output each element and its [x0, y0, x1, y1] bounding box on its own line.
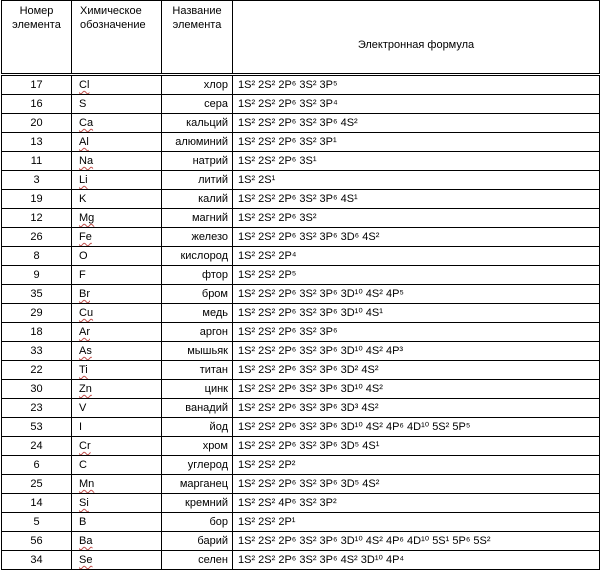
element-symbol-cell — [72, 266, 162, 285]
electron-formula: 1S² 2S² 2P⁶ 3S² 3P⁶ 3D⁶ 4S² — [233, 228, 600, 247]
element-symbol-cell — [72, 209, 162, 228]
element-symbol: Ca — [79, 117, 94, 129]
electron-formula: 1S² 2S² 2P⁶ 3S² 3P⁶ 3D¹⁰ 4S² 4P⁵ — [233, 285, 600, 304]
element-name: хром — [162, 437, 233, 456]
element-symbol: B — [79, 516, 87, 528]
element-symbol: Mn — [79, 478, 95, 490]
element-number: 5 — [2, 513, 72, 532]
electron-formula: 1S² 2S² 2P⁶ 3S² 3P⁶ 4S² — [233, 114, 600, 133]
electron-formula: 1S² 2S² 2P⁶ 3S² — [233, 209, 600, 228]
element-name: алюминий — [162, 133, 233, 152]
table-row — [2, 285, 600, 304]
element-name: ванадий — [162, 399, 233, 418]
element-number: 9 — [2, 266, 72, 285]
element-symbol-cell — [72, 532, 162, 551]
table-header — [2, 1, 600, 75]
element-number: 19 — [2, 190, 72, 209]
element-number: 34 — [2, 551, 72, 570]
element-symbol: Si — [79, 497, 89, 509]
element-symbol: Cr — [79, 440, 91, 452]
element-name: мышьяк — [162, 342, 233, 361]
element-symbol-cell — [72, 95, 162, 114]
element-number: 22 — [2, 361, 72, 380]
element-symbol: Fe — [79, 231, 92, 243]
electron-formula: 1S² 2S² 2P⁶ 3S² 3P⁶ 3D¹⁰ 4S² 4P³ — [233, 342, 600, 361]
table-row — [2, 323, 600, 342]
electron-formula: 1S² 2S¹ — [233, 171, 600, 190]
header-name: Название элемента — [162, 1, 233, 75]
element-symbol-cell — [72, 114, 162, 133]
element-name: углерод — [162, 456, 233, 475]
element-number: 8 — [2, 247, 72, 266]
table-row — [2, 399, 600, 418]
element-name: железо — [162, 228, 233, 247]
electron-formula: 1S² 2S² 2P⁶ 3S² 3P⁶ 3D¹⁰ 4S² 4P⁶ 4D¹⁰ 5S¹ 5P⁶ 5S² — [233, 532, 600, 551]
element-symbol-cell — [72, 437, 162, 456]
element-number: 6 — [2, 456, 72, 475]
table-row — [2, 133, 600, 152]
table-row — [2, 152, 600, 171]
header-row — [2, 1, 600, 75]
table-row — [2, 418, 600, 437]
element-name: хлор — [162, 75, 233, 95]
table-row — [2, 494, 600, 513]
element-symbol: O — [79, 250, 88, 262]
element-number: 30 — [2, 380, 72, 399]
element-symbol: Ba — [79, 535, 93, 547]
table-row — [2, 456, 600, 475]
element-symbol: C — [79, 459, 87, 471]
element-name: медь — [162, 304, 233, 323]
element-symbol: Na — [79, 155, 94, 167]
element-symbol-cell — [72, 475, 162, 494]
electron-formula: 1S² 2S² 2P⁶ 3S² 3P⁶ 3D¹⁰ 4S² 4P⁶ 4D¹⁰ 5S² 5P⁵ — [233, 418, 600, 437]
table-row — [2, 475, 600, 494]
table-row — [2, 95, 600, 114]
table-row — [2, 513, 600, 532]
element-symbol-cell — [72, 361, 162, 380]
table-row — [2, 342, 600, 361]
electron-formula: 1S² 2S² 2P⁶ 3S² 3P⁶ 3D¹⁰ 4S¹ — [233, 304, 600, 323]
element-number: 33 — [2, 342, 72, 361]
element-symbol-cell — [72, 323, 162, 342]
element-symbol: S — [79, 98, 87, 110]
element-number: 26 — [2, 228, 72, 247]
element-number: 23 — [2, 399, 72, 418]
electron-formula: 1S² 2S² 2P⁶ 3S¹ — [233, 152, 600, 171]
table-row — [2, 209, 600, 228]
element-number: 13 — [2, 133, 72, 152]
element-number: 14 — [2, 494, 72, 513]
table-row — [2, 304, 600, 323]
element-symbol: Ti — [79, 364, 88, 376]
element-name: марганец — [162, 475, 233, 494]
element-number: 24 — [2, 437, 72, 456]
electron-formula: 1S² 2S² 2P⁶ 3S² 3P⁶ 4S² 3D¹⁰ 4P⁴ — [233, 551, 600, 570]
electron-formula: 1S² 2S² 2P⁶ 3S² 3P⁶ 3D⁵ 4S¹ — [233, 437, 600, 456]
table-row — [2, 114, 600, 133]
element-name: натрий — [162, 152, 233, 171]
electron-formula: 1S² 2S² 2P⁴ — [233, 247, 600, 266]
element-symbol: As — [79, 345, 92, 357]
table-row — [2, 171, 600, 190]
element-name: кремний — [162, 494, 233, 513]
element-name: литий — [162, 171, 233, 190]
element-name: цинк — [162, 380, 233, 399]
table-row — [2, 75, 600, 95]
table-row — [2, 551, 600, 570]
element-name: магний — [162, 209, 233, 228]
table-row — [2, 190, 600, 209]
element-symbol: K — [79, 193, 87, 205]
element-symbol-cell — [72, 75, 162, 95]
element-symbol-cell — [72, 247, 162, 266]
electron-formula: 1S² 2S² 2P⁶ 3S² 3P⁶ — [233, 323, 600, 342]
electron-formula: 1S² 2S² 2P⁶ 3S² 3P⁶ 4S¹ — [233, 190, 600, 209]
element-symbol: Mg — [79, 212, 95, 224]
table-row — [2, 266, 600, 285]
element-name: титан — [162, 361, 233, 380]
element-number: 12 — [2, 209, 72, 228]
table-row — [2, 437, 600, 456]
element-number: 18 — [2, 323, 72, 342]
header-number: Номер элемента — [2, 1, 72, 75]
element-symbol-cell — [72, 494, 162, 513]
element-symbol-cell — [72, 513, 162, 532]
element-number: 29 — [2, 304, 72, 323]
element-symbol-cell — [72, 342, 162, 361]
element-symbol: I — [79, 421, 83, 433]
electron-formula: 1S² 2S² 2P⁶ 3S² 3P¹ — [233, 133, 600, 152]
electron-formula: 1S² 2S² 2P² — [233, 456, 600, 475]
element-symbol-cell — [72, 190, 162, 209]
element-name: аргон — [162, 323, 233, 342]
table-row — [2, 247, 600, 266]
element-name: кальций — [162, 114, 233, 133]
element-symbol-cell — [72, 551, 162, 570]
element-symbol-cell — [72, 285, 162, 304]
element-symbol-cell — [72, 133, 162, 152]
electron-formula: 1S² 2S² 2P⁶ 3S² 3P⁵ — [233, 75, 600, 95]
element-symbol-cell — [72, 304, 162, 323]
element-number: 25 — [2, 475, 72, 494]
element-name: барий — [162, 532, 233, 551]
element-symbol-cell — [72, 418, 162, 437]
element-number: 20 — [2, 114, 72, 133]
table-row — [2, 532, 600, 551]
element-number: 35 — [2, 285, 72, 304]
element-symbol: Al — [79, 136, 89, 148]
element-number: 53 — [2, 418, 72, 437]
electron-formula: 1S² 2S² 2P⁶ 3S² 3P⁶ 3D⁵ 4S² — [233, 475, 600, 494]
element-symbol: Br — [79, 288, 90, 300]
element-symbol-cell — [72, 380, 162, 399]
element-number: 16 — [2, 95, 72, 114]
table-body — [2, 75, 600, 570]
element-symbol-cell — [72, 228, 162, 247]
element-name: фтор — [162, 266, 233, 285]
electron-formula: 1S² 2S² 2P⁶ 3S² 3P⁶ 3D³ 4S² — [233, 399, 600, 418]
element-number: 3 — [2, 171, 72, 190]
element-symbol: F — [79, 269, 86, 281]
elements-table — [1, 0, 600, 570]
element-symbol: Cl — [79, 79, 90, 91]
element-symbol-cell — [72, 456, 162, 475]
element-name: селен — [162, 551, 233, 570]
element-symbol: Li — [79, 174, 88, 186]
element-name: йод — [162, 418, 233, 437]
element-number: 17 — [2, 75, 72, 95]
header-formula: Электронная формула — [233, 1, 600, 75]
element-symbol-cell — [72, 171, 162, 190]
element-number: 11 — [2, 152, 72, 171]
element-name: калий — [162, 190, 233, 209]
element-symbol: Zn — [79, 383, 92, 395]
element-name: бор — [162, 513, 233, 532]
element-symbol-cell — [72, 152, 162, 171]
element-symbol: Se — [79, 554, 93, 566]
header-symbol: Химическое обозначение — [72, 1, 162, 75]
element-number: 56 — [2, 532, 72, 551]
table-row — [2, 361, 600, 380]
table-row — [2, 228, 600, 247]
element-name: сера — [162, 95, 233, 114]
electron-formula: 1S² 2S² 2P¹ — [233, 513, 600, 532]
element-symbol: Ar — [79, 326, 90, 338]
electron-formula: 1S² 2S² 4P⁶ 3S² 3P² — [233, 494, 600, 513]
element-symbol: V — [79, 402, 87, 414]
element-symbol-cell — [72, 399, 162, 418]
table-row — [2, 380, 600, 399]
element-name: кислород — [162, 247, 233, 266]
electron-formula: 1S² 2S² 2P⁶ 3S² 3P⁶ 3D² 4S² — [233, 361, 600, 380]
electron-formula: 1S² 2S² 2P⁵ — [233, 266, 600, 285]
electron-formula: 1S² 2S² 2P⁶ 3S² 3P⁴ — [233, 95, 600, 114]
element-symbol: Cu — [79, 307, 94, 319]
element-name: бром — [162, 285, 233, 304]
electron-formula: 1S² 2S² 2P⁶ 3S² 3P⁶ 3D¹⁰ 4S² — [233, 380, 600, 399]
